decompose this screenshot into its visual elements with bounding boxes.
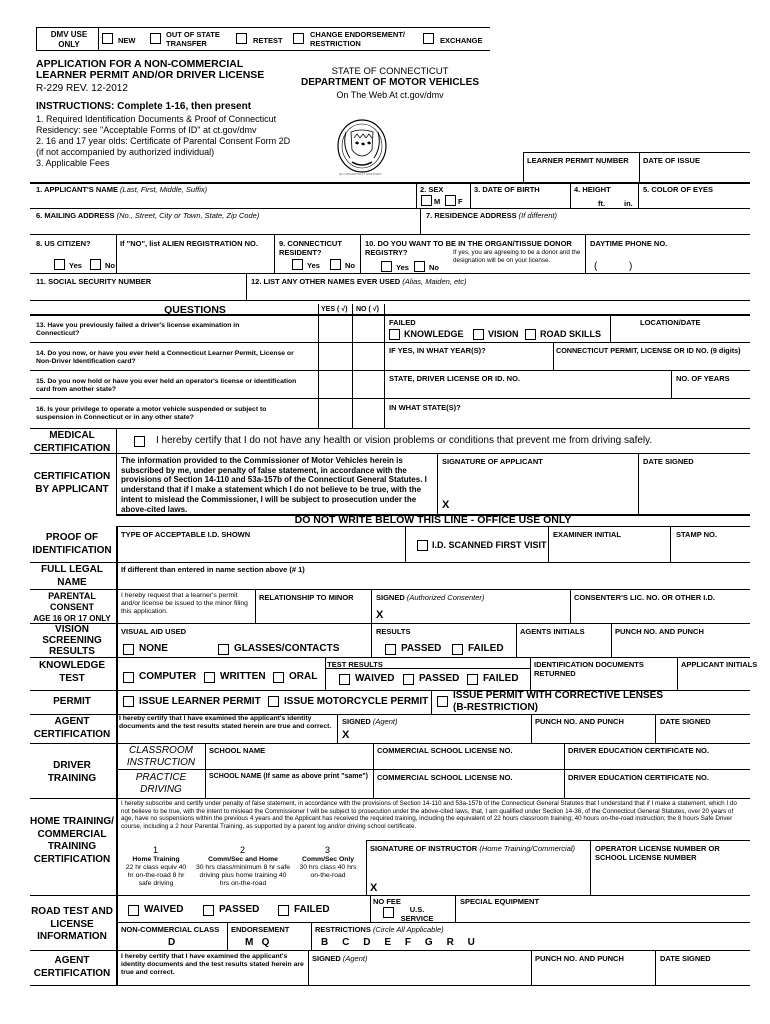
citizen-yes-label: Yes xyxy=(69,261,82,270)
new-checkbox[interactable] xyxy=(102,33,113,44)
option-3-text: 30 hrs class 40 hrs on-the-road xyxy=(299,864,357,879)
agent-signed-label xyxy=(342,717,397,726)
height-in-label: in. xyxy=(624,199,633,208)
practice-driving-label: PRACTICE DRIVING xyxy=(135,772,187,795)
dob-label: 3. DATE OF BIRTH xyxy=(474,185,540,194)
driver-ed-cert-label-2: DRIVER EDUCATION CERTIFICATE NO. xyxy=(568,773,709,782)
road-waived-label: WAIVED xyxy=(144,904,184,915)
endorsement-label: ENDORSEMENT xyxy=(231,925,290,934)
seal-motto: QUI TRANSTULIT SUSTINET xyxy=(339,172,382,176)
phone-open-paren: ( xyxy=(594,261,598,272)
id-scanned-checkbox[interactable] xyxy=(417,540,428,551)
sex-label: 2. SEX xyxy=(420,185,444,194)
ct-resident-label: 9. CONNECTICUT RESIDENT? xyxy=(279,239,342,257)
eye-color-label: 5. COLOR OF EYES xyxy=(643,185,714,194)
eye-color-field[interactable] xyxy=(640,195,748,207)
commercial-license-label-1: COMMERCIAL SCHOOL LICENSE NO. xyxy=(377,746,513,755)
special-equipment-label: SPECIAL EQUIPMENT xyxy=(460,897,540,906)
state-name: STATE OF CONNECTICUT xyxy=(331,66,449,77)
sex-f-label: F xyxy=(458,197,463,206)
instruction-3: 3. Applicable Fees xyxy=(36,158,110,168)
instructor-signature-hint: (Home Training/Commercial) xyxy=(479,844,576,853)
parental-consent-label: PARENTAL CONSENT xyxy=(48,591,96,612)
q14-yes-cell[interactable] xyxy=(320,344,350,368)
test-passed-label: PASSED xyxy=(419,673,460,684)
daytime-phone-label: DAYTIME PHONE NO. xyxy=(590,239,668,248)
questions-no-header: NO ( √) xyxy=(356,306,379,313)
visual-aid-none-checkbox[interactable] xyxy=(123,644,134,655)
instructor-signature-title: SIGNATURE OF INSTRUCTOR xyxy=(370,844,478,853)
instruction-2a: 2. 16 and 17 year olds: Certificate of Parental Consent Form 2D xyxy=(36,136,291,146)
vision-failed-label: FAILED xyxy=(468,643,504,654)
organ-no-checkbox[interactable] xyxy=(414,261,425,272)
medical-certify-text: I hereby certify that I do not have any health or vision problems or conditions that prevent me from driving safely. xyxy=(156,435,653,446)
mailing-address-hint: (No., Street, City or Town, State, Zip Code) xyxy=(116,211,260,220)
vision-passed-label: PASSED xyxy=(401,643,442,654)
question-13: 13. Have you previously failed a driver's license examination in Connecticut? xyxy=(36,322,240,337)
q13-yes-cell[interactable] xyxy=(320,316,350,340)
us-citizen-label: 8. US CITIZEN? xyxy=(36,239,91,248)
citizen-no-label: No xyxy=(105,261,115,270)
exchange-checkbox[interactable] xyxy=(423,33,434,44)
vision-passed-checkbox[interactable] xyxy=(385,644,396,655)
us-service-checkbox[interactable] xyxy=(383,907,394,918)
issue-motorcycle-permit-checkbox[interactable] xyxy=(268,696,279,707)
organ-no-label: No xyxy=(429,263,439,272)
applicant-name-hint: (Last, First, Middle, Suffix) xyxy=(120,185,208,194)
failed-knowledge-label: KNOWLEDGE xyxy=(404,329,464,339)
applicant-initials-label: APPLICANT INITIALS xyxy=(681,660,758,669)
issue-corrective-lenses-checkbox[interactable] xyxy=(437,696,448,707)
option-2-number: 2 xyxy=(240,845,246,855)
office-use-banner: DO NOT WRITE BELOW THIS LINE - OFFICE USE ONLY xyxy=(294,514,572,526)
consenter-signature-x: X xyxy=(376,609,384,621)
final-agent-date-signed-label: DATE SIGNED xyxy=(660,954,711,963)
applicant-date-signed-field[interactable] xyxy=(640,468,748,512)
q15-no-cell[interactable] xyxy=(354,372,382,396)
id-type-field[interactable] xyxy=(119,540,403,560)
test-oral-checkbox[interactable] xyxy=(273,672,284,683)
endorsement-options[interactable]: M Q xyxy=(245,937,270,948)
consenter-license-label: CONSENTER'S LIC. NO. OR OTHER I.D. xyxy=(574,593,715,602)
test-failed-label: FAILED xyxy=(483,673,519,684)
option-3-number: 3 xyxy=(325,845,331,855)
applicant-date-signed-label: DATE SIGNED xyxy=(643,457,694,466)
road-passed-checkbox[interactable] xyxy=(203,905,214,916)
questions-yes-header: YES ( √) xyxy=(321,306,348,313)
q15-yes-cell[interactable] xyxy=(320,372,350,396)
new-label: NEW xyxy=(118,36,136,45)
questions-header: QUESTIONS xyxy=(164,304,226,316)
medical-certify-checkbox[interactable] xyxy=(134,436,145,447)
examiner-initial-label: EXAMINER INITIAL xyxy=(553,530,621,539)
learner-permit-number-field[interactable] xyxy=(524,166,638,181)
learner-permit-number-label: LEARNER PERMIT NUMBER xyxy=(527,156,629,165)
department-website: On The Web At ct.gov/dmv xyxy=(336,90,444,100)
driver-ed-cert-label-1: DRIVER EDUCATION CERTIFICATE NO. xyxy=(568,746,709,755)
option-1-number: 1 xyxy=(153,845,159,855)
vision-failed-checkbox[interactable] xyxy=(452,644,463,655)
home-training-text: I hereby subscribe and certify under penalty of false statement, in accordance with the provisions of Section 14-110 and 53a-157b of the Connecticut General Statutes that I understand that if I make a statement, which I do not believe to be true, with the intent to mislead the Commissioner I will be subject to prosecution under the above-cited laws, that, I am qualified under Section 14-36, of the Connecticut General Statutes, over 20 years of age, have no suspensions within the previous 4 years and the Applicant has received the required training, including the equivalent of 22 hours classroom training; 40 hours on-the-road instruction; the 8 hours Safe Driver course, including a 2 hour Parental Training, as supported by a parent log and/or driving school certificate. xyxy=(121,800,737,830)
date-of-issue-field[interactable] xyxy=(640,166,750,181)
retest-label: RETEST xyxy=(253,36,283,45)
knowledge-test-label: KNOWLEDGE TEST xyxy=(38,660,106,684)
mailing-address-title: MAILING ADDRESS xyxy=(44,211,115,220)
resident-yes-label: Yes xyxy=(307,261,320,270)
road-failed-checkbox[interactable] xyxy=(278,905,289,916)
option-1-text: 22 hr class equiv 40 hr on-the-road 8 hr safe driving xyxy=(125,864,187,887)
final-agent-signed-title: SIGNED xyxy=(312,954,341,963)
parental-consent-text: I hereby request that a learner's permit and/or license be issued to the minor filing this application. xyxy=(121,592,248,615)
organ-donor-label: 10. DO YOU WANT TO BE IN THE ORGAN/TISSUE DONOR REGISTRY? xyxy=(365,239,572,257)
proof-of-identification-label: PROOF OF IDENTIFICATION xyxy=(32,532,112,556)
driver-training-label: DRIVER TRAINING xyxy=(47,760,97,784)
question-14: 14. Do you now, or have you ever held a Connecticut Learner Permit, License or Non-Driver Identification card? xyxy=(36,350,294,365)
road-passed-label: PASSED xyxy=(219,904,260,915)
applicant-signature-label: SIGNATURE OF APPLICANT xyxy=(442,457,543,466)
residence-address-hint: (If different) xyxy=(518,211,558,220)
vision-punch-label: PUNCH NO. AND PUNCH xyxy=(615,627,704,636)
stamp-no-label: STAMP NO. xyxy=(676,530,717,539)
permit-label: PERMIT xyxy=(53,696,91,707)
test-computer-label: COMPUTER xyxy=(139,671,197,682)
class-label: NON-COMMERCIAL CLASS xyxy=(121,925,220,934)
mailing-address-label xyxy=(36,211,259,220)
vision-screening-label: VISION SCREENING RESULTS xyxy=(42,624,102,657)
resident-no-checkbox[interactable] xyxy=(330,259,341,270)
certification-text: The information provided to the Commissioner of Motor Vehicles herein is subscribed by me, under penalty of false statement, in accordance with the provisions of Section 14-110 and 53a-157b of the Connecticut General Statutes. I understand that if I make a statement which I do not believe to be true, with the intent to mislead the Commissioner, I will be subject to prosecution under the above-cited laws. xyxy=(121,456,427,514)
connecticut-seal xyxy=(334,118,390,174)
other-names-title: 12. LIST ANY OTHER NAMES EVER USED xyxy=(251,277,401,286)
residence-address-label xyxy=(426,211,557,220)
option-2-title: Comm/Sec and Home xyxy=(208,856,278,863)
operator-license-label: OPERATOR LICENSE NUMBER OR SCHOOL LICENSE NUMBER xyxy=(595,844,720,862)
relationship-to-minor-label: RELATIONSHIP TO MINOR xyxy=(259,593,354,602)
agent-date-signed-label: DATE SIGNED xyxy=(660,717,711,726)
test-written-checkbox[interactable] xyxy=(204,672,215,683)
height-label: 4. HEIGHT xyxy=(574,185,611,194)
agent-certification-text: I hereby certify that I have examined the applicant's identity documents and the test results stated herein are true and correct. xyxy=(119,715,332,730)
road-test-label: ROAD TEST AND LICENSE INFORMATION xyxy=(31,906,113,942)
retest-checkbox[interactable] xyxy=(236,33,247,44)
form-title-line-2: LEARNER PERMIT AND/OR DRIVER LICENSE xyxy=(36,69,265,81)
mailing-address-number: 6. xyxy=(36,211,43,220)
final-agent-punch-label: PUNCH NO. AND PUNCH xyxy=(535,954,624,963)
parental-consent-age-label: AGE 16 OR 17 ONLY xyxy=(33,614,111,623)
ssn-field[interactable] xyxy=(32,287,244,299)
id-type-label: TYPE OF ACCEPTABLE I.D. SHOWN xyxy=(121,530,251,539)
failed-road-skills-checkbox[interactable] xyxy=(525,329,536,340)
final-agent-signed-hint: (Agent) xyxy=(342,954,368,963)
if-different-name-label: If different than entered in name section above (# 1) xyxy=(121,565,305,574)
out-of-state-checkbox[interactable] xyxy=(150,33,161,44)
agent-signed-title: SIGNED xyxy=(342,717,371,726)
dob-field[interactable] xyxy=(472,195,568,207)
instruction-1b: Residency: see "Acceptable Forms of ID" at ct.gov/dmv xyxy=(36,125,257,135)
id-scanned-label: I.D. SCANNED FIRST VISIT xyxy=(432,540,547,550)
organ-yes-checkbox[interactable] xyxy=(381,261,392,272)
mailing-address-field[interactable] xyxy=(32,221,418,233)
commercial-license-label-2: COMMERCIAL SCHOOL LICENSE NO. xyxy=(377,773,513,782)
q13-no-cell[interactable] xyxy=(354,316,382,340)
out-of-state-label: OUT OF STATE TRANSFER xyxy=(166,30,220,48)
final-agent-text: I hereby certify that I have examined the applicant's identity documents and the test results stated herein are true and correct. xyxy=(121,953,304,976)
consenter-signed-hint: (Authorized Consenter) xyxy=(406,593,485,602)
vision-results-label: RESULTS xyxy=(376,627,411,636)
what-states-label: IN WHAT STATE(S)? xyxy=(389,403,461,412)
final-agent-certification-label: AGENT CERTIFICATION xyxy=(33,955,111,979)
alien-registration-label: If "NO", list ALIEN REGISTRATION NO. xyxy=(120,239,258,248)
failed-vision-checkbox[interactable] xyxy=(473,329,484,340)
option-1-title: Home Training xyxy=(132,856,180,863)
test-waived-checkbox[interactable] xyxy=(339,674,350,685)
agent-signed-hint: (Agent) xyxy=(372,717,398,726)
form-title-line-1: APPLICATION FOR A NON-COMMERCIAL xyxy=(36,58,244,70)
full-legal-name-label: FULL LEGAL NAME xyxy=(40,564,104,588)
instruction-1a: 1. Required Identification Documents & Proof of Connecticut xyxy=(36,114,277,124)
agent-signature-x: X xyxy=(342,729,350,741)
agent-punch-label: PUNCH NO. AND PUNCH xyxy=(535,717,624,726)
other-names-label xyxy=(251,277,467,286)
height-ft-label: ft. xyxy=(598,199,606,208)
no-of-years-label: NO. OF YEARS xyxy=(676,374,730,383)
applicant-signature-x: X xyxy=(442,499,450,511)
if-yes-years-label: IF YES, IN WHAT YEAR(S)? xyxy=(389,346,486,355)
other-names-hint: (Alias, Maiden, etc) xyxy=(402,277,467,286)
daytime-phone-field[interactable] xyxy=(600,258,745,272)
school-name-label: SCHOOL NAME xyxy=(209,746,266,755)
full-legal-name-field[interactable] xyxy=(119,575,747,588)
agent-certification-label: AGENT CERTIFICATION xyxy=(33,716,111,740)
applicant-name-label xyxy=(36,185,207,194)
phone-close-paren: ) xyxy=(629,261,633,272)
medical-certification-label: MEDICAL CERTIFICATION xyxy=(33,430,111,454)
ct-permit-number-label: CONNECTICUT PERMIT, LICENSE OR ID NO. (9 digits) xyxy=(556,346,741,355)
q16-no-cell[interactable] xyxy=(354,400,382,426)
applicant-name-number: 1. xyxy=(36,185,43,194)
residence-address-title: 7. RESIDENCE ADDRESS xyxy=(426,211,517,220)
form-number: R-229 REV. 12-2012 xyxy=(36,83,128,94)
visual-aid-none-label: NONE xyxy=(139,643,168,654)
issue-learner-permit-label: ISSUE LEARNER PERMIT xyxy=(139,696,261,707)
option-3-title: Comm/Sec Only xyxy=(301,856,355,863)
class-d-option[interactable]: D xyxy=(168,937,176,948)
citizen-yes-checkbox[interactable] xyxy=(54,259,65,270)
road-failed-label: FAILED xyxy=(294,904,330,915)
exchange-label: EXCHANGE xyxy=(440,36,483,45)
issue-motorcycle-permit-label: ISSUE MOTORCYCLE PERMIT xyxy=(284,696,429,707)
failed-knowledge-checkbox[interactable] xyxy=(389,329,400,340)
state-license-label: STATE, DRIVER LICENSE OR ID. NO. xyxy=(389,374,520,383)
us-service-label: U.S. SERVICE xyxy=(400,905,434,923)
visual-aid-glasses-label: GLASSES/CONTACTS xyxy=(234,643,340,654)
visual-aid-glasses-checkbox[interactable] xyxy=(218,644,229,655)
home-training-label: HOME TRAINING/ COMMERCIAL TRAINING CERTIFICATION xyxy=(30,816,114,865)
road-waived-checkbox[interactable] xyxy=(128,905,139,916)
instruction-2b: (if not accompanied by authorized individual) xyxy=(36,147,215,157)
test-failed-checkbox[interactable] xyxy=(467,674,478,685)
question-16: 16. Is your privilege to operate a motor vehicle suspended or subject to suspension in Connecticut or in any other state? xyxy=(36,406,267,421)
sex-m-label: M xyxy=(434,197,441,206)
restriction-options[interactable]: B C D E F G R U xyxy=(321,937,475,948)
visual-aid-label: VISUAL AID USED xyxy=(121,627,187,636)
test-results-label: TEST RESULTS xyxy=(327,660,383,669)
classroom-instruction-label: CLASSROOM INSTRUCTION xyxy=(126,745,196,768)
resident-yes-checkbox[interactable] xyxy=(292,259,303,270)
test-passed-checkbox[interactable] xyxy=(403,674,414,685)
restrictions-label xyxy=(315,925,444,934)
test-oral-label: ORAL xyxy=(289,671,318,682)
option-2-text: 30 hrs class/minimum 8 hr safe driving plus home training 40 hrs on-the-road xyxy=(195,864,291,887)
dmv-use-only-label: DMV USE ONLY xyxy=(50,30,88,49)
change-endorsement-checkbox[interactable] xyxy=(293,33,304,44)
instructor-signature-label xyxy=(370,844,575,853)
instructions-title: INSTRUCTIONS: Complete 1-16, then present xyxy=(36,101,252,112)
issue-corrective-lenses-label: ISSUE PERMIT WITH CORRECTIVE LENSES (B-RESTRICTION) xyxy=(453,690,664,713)
test-computer-checkbox[interactable] xyxy=(123,672,134,683)
test-waived-label: WAIVED xyxy=(355,673,395,684)
restrictions-title: RESTRICTIONS xyxy=(315,925,371,934)
location-date-label: LOCATION/DATE xyxy=(640,318,701,327)
no-fee-label: NO FEE xyxy=(373,897,401,906)
certification-by-applicant-label: CERTIFICATION BY APPLICANT xyxy=(33,471,111,495)
restrictions-hint: (Circle All Applicable) xyxy=(372,925,444,934)
sex-m-checkbox[interactable] xyxy=(421,195,432,206)
id-docs-returned-label: IDENTIFICATION DOCUMENTS RETURNED xyxy=(534,660,644,678)
change-endorsement-label: CHANGE ENDORSEMENT/ RESTRICTION xyxy=(310,30,406,48)
sex-f-checkbox[interactable] xyxy=(445,195,456,206)
q16-yes-cell[interactable] xyxy=(320,400,350,426)
failed-label: FAILED xyxy=(389,318,416,327)
date-of-issue-label: DATE OF ISSUE xyxy=(643,156,700,165)
applicant-signature-field[interactable] xyxy=(455,468,635,512)
applicant-name-field[interactable] xyxy=(32,195,414,207)
residence-address-field[interactable] xyxy=(422,221,748,233)
test-written-label: WRITTEN xyxy=(220,671,266,682)
agents-initials-label: AGENTS INITIALS xyxy=(520,627,585,636)
department-name: DEPARTMENT OF MOTOR VEHICLES xyxy=(301,77,479,88)
applicant-name-title: APPLICANT'S NAME xyxy=(44,185,118,194)
organ-yes-label: Yes xyxy=(396,263,409,272)
q14-no-cell[interactable] xyxy=(354,344,382,368)
alien-registration-field[interactable] xyxy=(118,252,272,270)
resident-no-label: No xyxy=(345,261,355,270)
other-names-field[interactable] xyxy=(248,287,748,299)
school-name-same-label: SCHOOL NAME (If same as above print "same") xyxy=(209,773,368,780)
consenter-signed-label xyxy=(376,593,484,602)
final-agent-signed-label xyxy=(312,954,367,963)
ssn-label: 11. SOCIAL SECURITY NUMBER xyxy=(36,277,152,286)
consenter-signed-title: SIGNED xyxy=(376,593,405,602)
instructor-signature-x: X xyxy=(370,882,378,894)
question-15: 15. Do you now hold or have you ever held an operator's license or identification card from another state? xyxy=(36,378,297,393)
failed-road-skills-label: ROAD SKILLS xyxy=(540,329,602,339)
issue-learner-permit-checkbox[interactable] xyxy=(123,696,134,707)
citizen-no-checkbox[interactable] xyxy=(90,259,101,270)
organ-donor-note: If yes, you are agreeing to be a donor and the designation will be on your license. xyxy=(453,249,581,264)
failed-vision-label: VISION xyxy=(488,329,519,339)
